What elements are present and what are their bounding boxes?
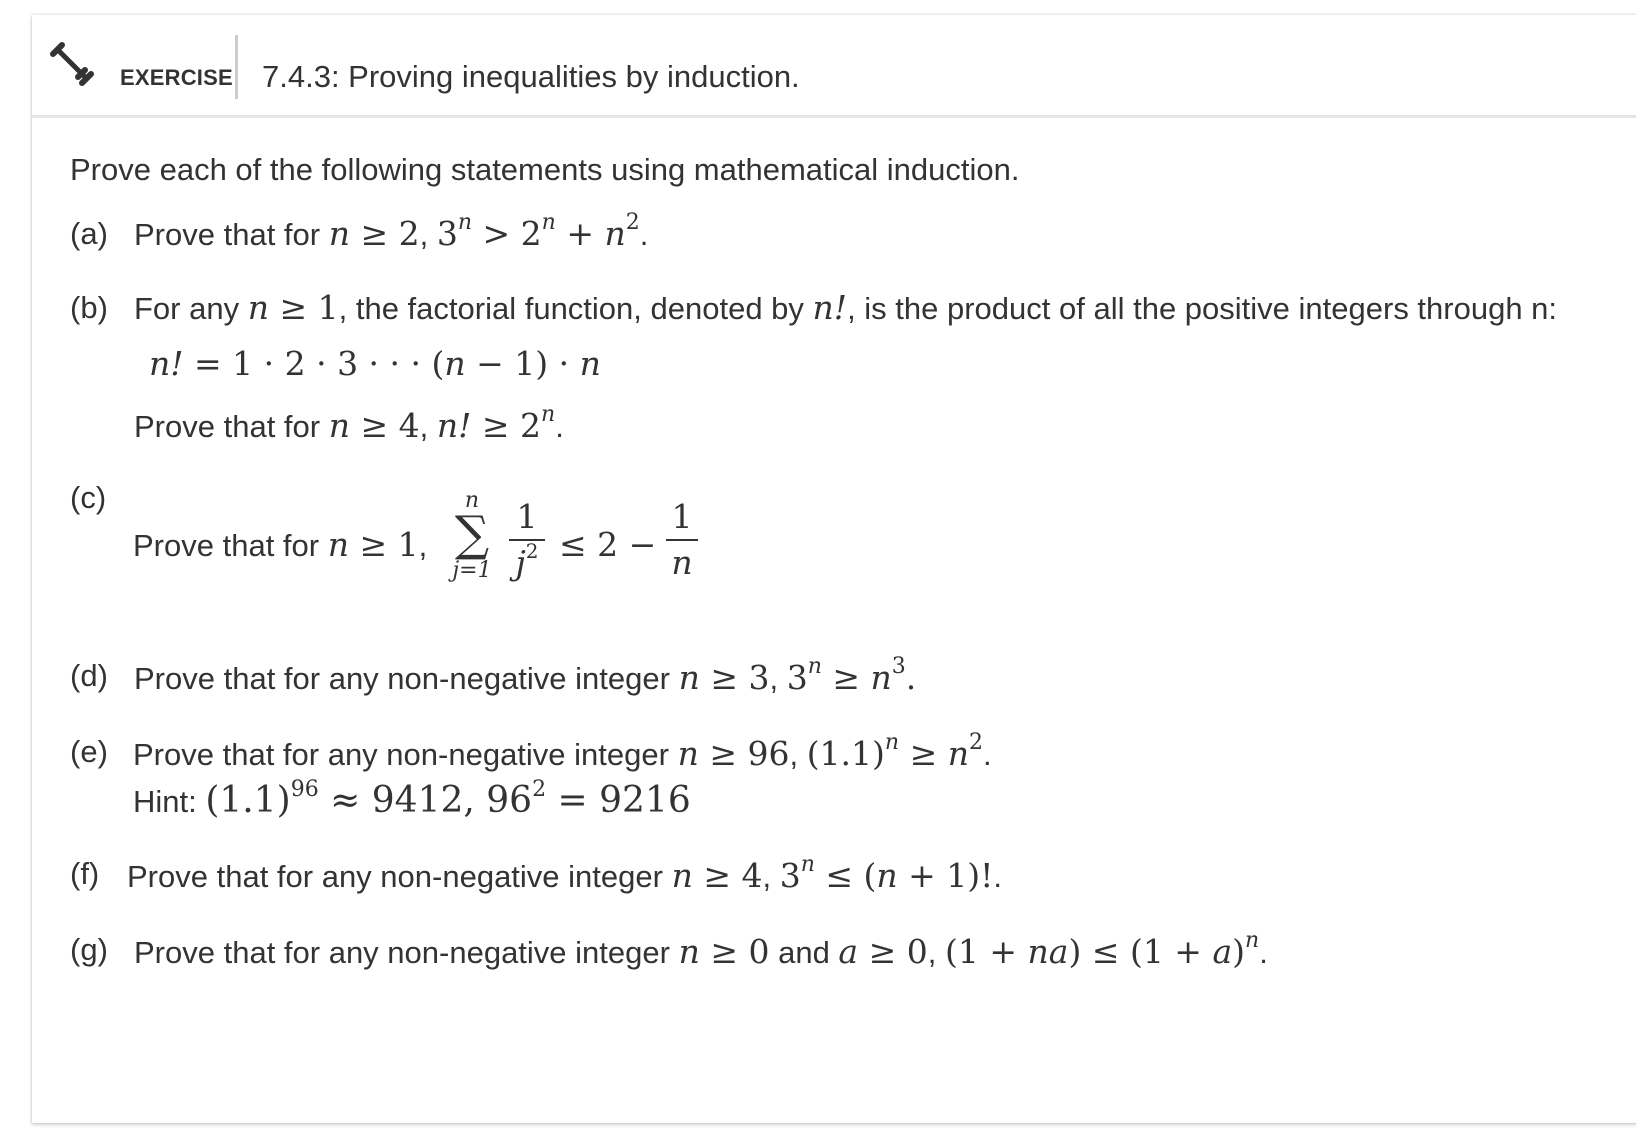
part-f-label: (f) bbox=[70, 856, 100, 891]
exercise-card bbox=[32, 15, 1636, 1123]
part-a-label: (a) bbox=[70, 216, 108, 251]
sum-symbol: ∑ bbox=[454, 506, 490, 562]
summation bbox=[442, 490, 502, 582]
part-g-statement: Prove that for any non-negative integer n ≥ 0 and a ≥ 0, $(1 + na) \le (1 + a)^n$. bbox=[134, 928, 1268, 971]
factorial-definition: n! = 1 · 2 · 3 · · · (n − 1) · n bbox=[149, 344, 601, 383]
part-a-text: Prove that for bbox=[134, 217, 329, 252]
exercise-body bbox=[32, 118, 1636, 1123]
part-b-statement: For any n ≥ 1, the factorial function, denoted by n!, is the product of all the positive integers through n: bbox=[134, 288, 1558, 327]
part-e-hint: Hint: $(1.1)^{96} \approx 9412$, $96^2 = 9216$ bbox=[133, 777, 691, 821]
part-d-label: (d) bbox=[70, 658, 108, 693]
dumbbell-icon bbox=[50, 42, 94, 86]
part-c-label: (c) bbox=[70, 480, 107, 515]
part-f-statement: Prove that for any non-negative integer n ≥ 4, $3^n \le (n + 1)$!. bbox=[127, 852, 1003, 895]
fraction-1-over-n: 1 n bbox=[664, 500, 700, 580]
sum-lower: j=1 bbox=[452, 558, 492, 583]
exercise-label: EXERCISE bbox=[120, 65, 233, 90]
part-c-relation: ≤ 2 − bbox=[559, 525, 657, 564]
intro-text: Prove each of the following statements using mathematical induction. bbox=[70, 152, 1020, 187]
part-b-label: (b) bbox=[70, 290, 108, 325]
part-e-label: (e) bbox=[70, 734, 108, 769]
fraction-1-over-j2: 1 $j^2$ bbox=[507, 500, 547, 580]
part-b-prove: Prove that for n ≥ 4, n! ≥ $2^n$. bbox=[134, 402, 564, 445]
part-e-statement: Prove that for any non-negative integer n ≥ 96, $(1.1)^n \ge n^2$. bbox=[133, 730, 992, 773]
sum-upper: n bbox=[464, 488, 480, 513]
exercise-title: 7.4.3: Proving inequalities by induction. bbox=[262, 59, 800, 94]
header-divider bbox=[235, 35, 238, 99]
part-g-label: (g) bbox=[70, 932, 108, 967]
part-a-statement: Prove that for n ≥ 2, $3^n > 2^n + n^2$. bbox=[134, 210, 649, 253]
part-c-text: Prove that for n ≥ 1, bbox=[133, 525, 428, 564]
part-d-statement: Prove that for any non-negative integer n ≥ 3, $3^n \ge n^3$. bbox=[134, 654, 917, 697]
exercise-header bbox=[32, 15, 1636, 118]
